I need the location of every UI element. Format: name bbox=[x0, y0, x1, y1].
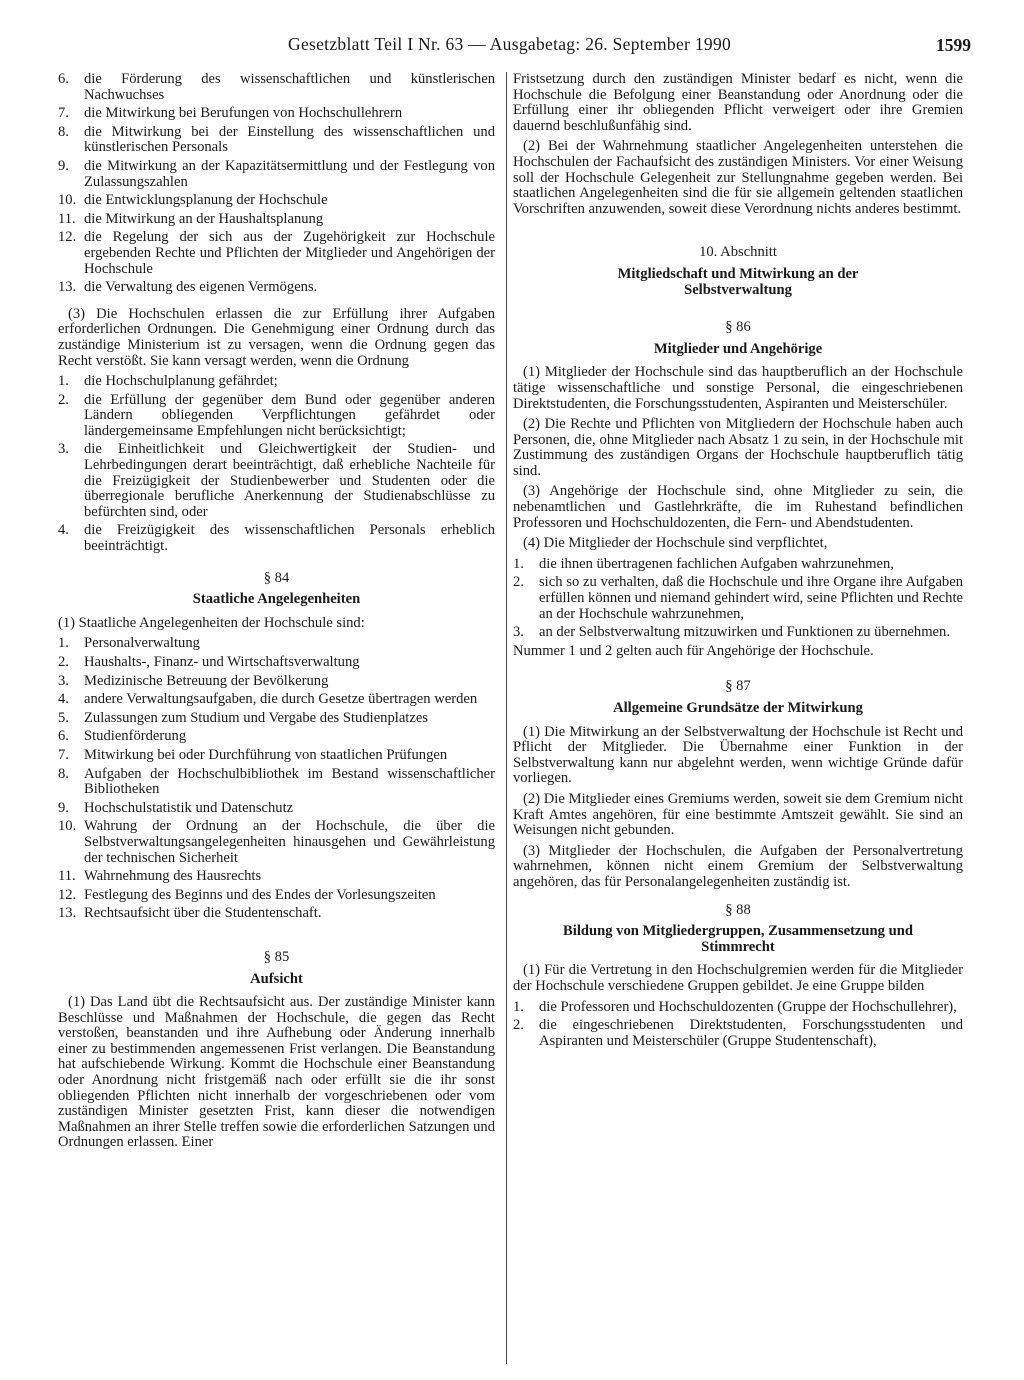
list-item bbox=[58, 729, 495, 745]
list-item-text: Studienförderung bbox=[84, 728, 187, 745]
list-refusal-reasons bbox=[58, 374, 495, 555]
section-title: Aufsicht bbox=[250, 970, 303, 987]
list-item bbox=[58, 212, 495, 228]
list-item-number: 2. bbox=[58, 391, 69, 408]
chapter-title: Mitgliedschaft und Mitwirkung an der Selbstverwaltung bbox=[617, 265, 859, 298]
paragraph: (2) Bei der Wahrnehmung staatlicher Angelegenheiten unterstehen die Hochschulen der Fachaufsicht des zuständigen Ministers. Vor einer Weisung soll der Hochschule Gelegenheit zur Stellungnahme gegeben werden. Bei staatlichen Angelegenheiten sind die für sie allgemein geltenden staatlichen Vorschriften anzuwenden, soweit diese Verordnung nichts anderes bestimmt. bbox=[513, 138, 963, 217]
list-item-text: die Entwicklungsplanung der Hochschule bbox=[84, 192, 328, 209]
list-item-number: 7. bbox=[58, 105, 69, 122]
list-item bbox=[58, 674, 495, 690]
list-item-number: 6. bbox=[58, 728, 69, 745]
list-item bbox=[58, 523, 495, 554]
list-item-number: 2. bbox=[58, 654, 69, 670]
list-item-text: sich so zu verhalten, daß die Hochschule und ihre Organe ihre Aufgaben erfüllen können und niemand gehindert wird, seine Pflichten und Rechte an der Hochschule wahrzunehmen, bbox=[539, 574, 963, 622]
list-item bbox=[58, 636, 495, 652]
list-item bbox=[513, 575, 963, 622]
list-state-matters bbox=[58, 636, 495, 922]
list-item-text: die Verwaltung des eigenen Vermögens. bbox=[84, 279, 318, 296]
list-item-text: die Professoren und Hochschuldozenten (Gruppe der Hochschullehrer), bbox=[539, 998, 957, 1015]
list-item bbox=[58, 655, 495, 671]
list-item-number: 6. bbox=[58, 71, 69, 87]
list-item bbox=[58, 442, 495, 520]
list-item bbox=[513, 557, 963, 573]
right-column bbox=[513, 72, 963, 1052]
list-item-number: 10. bbox=[58, 818, 77, 835]
list-item bbox=[58, 906, 495, 922]
list-item bbox=[58, 819, 495, 866]
list-item-number: 4. bbox=[58, 522, 69, 539]
list-item-number: 11. bbox=[58, 210, 76, 227]
paragraph: (1) Das Land übt die Rechtsaufsicht aus. Der zuständige Minister kann Beschlüsse und Maßnahmen der Hochschule, die gegen das Recht verstoßen, beanstanden und ihre Aufhebung oder Änderung innerhalb einer zu bestimmenden angemessenen Frist verlangen. Die Beanstandung hat aufschiebende Wirkung. Kommt die Hochschule einer Beanstandung oder Anordnung nicht fristgemäß nach oder erfüllt sie die ihr sonst obliegenden Pflichten nicht innerhalb der vorgeschriebenen oder vom zuständigen Minister gesetzten Frist, kann dieser die notwendigen Maßnahmen an ihrer Stelle treffen sowie die erforderlichen Satzungen und Ordnungen erlassen. Einer bbox=[58, 994, 495, 1151]
list-item-number: 2. bbox=[513, 574, 524, 591]
list-item-text: die Regelung der sich aus der Zugehörigkeit zur Hochschule ergebenden Rechte und Pflichten der Mitglieder und Angehörigen der Hochschule bbox=[84, 229, 495, 277]
list-item bbox=[58, 801, 495, 817]
list-item bbox=[58, 106, 495, 122]
paragraph: (3) Die Hochschulen erlassen die zur Erfüllung ihrer Aufgaben erforderlichen Ordnungen. Die Genehmigung einer Ordnung durch das zuständige Ministerium ist zu versagen, wenn die Ordnung gegen das Recht verstößt. Sie kann versagt werden, wenn die Ordnung bbox=[58, 305, 495, 369]
list-item-text: die Mitwirkung an der Kapazitätsermittlung und der Festlegung von Zulassungszahlen bbox=[84, 157, 495, 190]
list-item-text: Wahrung der Ordnung an der Hochschule, die über die Selbstverwaltungsangelegenheiten hinausgehen und Gewährleistung der technischen Sicherheit bbox=[84, 818, 495, 866]
list-item-number: 1. bbox=[58, 373, 69, 390]
paragraph: (2) Die Mitglieder eines Gremiums werden, soweit sie dem Gremium nicht Kraft Amtes angehören, für eine bestimmte Amtszeit gewählt. Sie sind an Weisungen nicht gebunden. bbox=[513, 790, 963, 839]
list-item bbox=[58, 888, 495, 904]
list-item-text: die Einheitlichkeit und Gleichwertigkeit der Studien- und Lehrbedingungen derart beeinträchtigt, daß erhebliche Nachteile für die Freizügigkeit der Studienbewerber und Studenten oder die überregionale berufliche Anerkennung der Studienabschlüsse zu befürchten sind, oder bbox=[84, 441, 495, 520]
section-title: Staatliche Angelegenheiten bbox=[192, 591, 361, 608]
list-item-text: Festlegung des Beginns und des Endes der Vorlesungszeiten bbox=[84, 886, 436, 903]
list-item bbox=[58, 159, 495, 190]
list-item bbox=[58, 692, 495, 708]
list-item-text: Zulassungen zum Studium und Vergabe des Studienplatzes bbox=[84, 709, 428, 726]
paragraph: Nummer 1 und 2 gelten auch für Angehörige der Hochschule. bbox=[513, 642, 874, 659]
list-item-number: 12. bbox=[58, 886, 77, 903]
list-item-text: Rechtsaufsicht über die Studentenschaft. bbox=[84, 905, 322, 922]
list-item-text: an der Selbstverwaltung mitzuwirken und Funktionen zu übernehmen. bbox=[539, 624, 950, 641]
section-number: § 84 bbox=[263, 569, 290, 586]
paragraph: (1) Die Mitwirkung an der Selbstverwaltung der Hochschule ist Recht und Pflicht der Mitglieder. Die Übernahme einer Funktion in der Selbstverwaltung kann nur abgelehnt werden, wenn wichtige Gründe dafür vorliegen. bbox=[513, 723, 963, 787]
list-item bbox=[58, 767, 495, 798]
paragraph: (3) Angehörige der Hochschule sind, ohne Mitglieder zu sein, die nebenamtlichen und Gastlehrkräfte, die im Ruhestand befindlichen Professoren und Hochschuldozenten, die Fern- und Abendstudenten. bbox=[513, 483, 963, 531]
list-item-number: 2. bbox=[513, 1017, 524, 1034]
paragraph: (1) Für die Vertretung in den Hochschulgremien werden für die Mitglieder der Hochschule verschiedene Gruppen gebildet. Je eine Gruppe bilden bbox=[513, 962, 963, 994]
list-item-text: die Mitwirkung bei der Einstellung des wissenschaftlichen und künstlerischen Personals bbox=[84, 123, 495, 156]
list-item-text: Personalverwaltung bbox=[84, 635, 200, 652]
section-title: Mitglieder und Angehörige bbox=[653, 340, 823, 357]
section-title: Bildung von Mitgliedergruppen, Zusammensetzung und Stimmrecht bbox=[563, 923, 913, 955]
list-item bbox=[58, 711, 495, 727]
list-item bbox=[58, 393, 495, 440]
list-item bbox=[513, 1018, 963, 1049]
list-item-number: 3. bbox=[513, 624, 524, 641]
list-item-text: andere Verwaltungsaufgaben, die durch Gesetze übertragen werden bbox=[84, 691, 478, 708]
chapter-label: 10. Abschnitt bbox=[699, 244, 777, 261]
section-number: § 86 bbox=[725, 319, 751, 336]
list-item bbox=[513, 1000, 963, 1016]
list-item-number: 4. bbox=[58, 691, 69, 708]
list-item-text: die Mitwirkung bei Berufungen von Hochschullehrern bbox=[84, 105, 403, 122]
left-column bbox=[58, 72, 495, 1156]
list-item-text: die Erfüllung der gegenüber dem Bund oder gegenüber anderen Ländern obliegenden Verpflichtungen gefährdet oder ländergemeinsame Empfehlungen nicht berücksichtigt; bbox=[84, 391, 495, 439]
list-item-text: Mitwirkung bei oder Durchführung von staatlichen Prüfungen bbox=[84, 746, 448, 763]
list-groups bbox=[513, 1000, 963, 1050]
list-item-number: 10. bbox=[58, 192, 77, 209]
section-number: § 85 bbox=[263, 948, 290, 965]
list-item-text: die Förderung des wissenschaftlichen und künstlerischen Nachwuchses bbox=[84, 71, 495, 103]
list-item-number: 1. bbox=[58, 635, 69, 652]
list-item-text: Medizinische Betreuung der Bevölkerung bbox=[84, 672, 329, 689]
list-item-text: die Hochschulplanung gefährdet; bbox=[84, 373, 278, 390]
page-number: 1599 bbox=[936, 35, 971, 55]
list-item-number: 1. bbox=[513, 998, 524, 1015]
list-item-text: die Freizügigkeit des wissenschaftlichen Personals erheblich beeinträchtigt. bbox=[84, 522, 495, 555]
list-item-number: 13. bbox=[58, 279, 77, 296]
paragraph: (4) Die Mitglieder der Hochschule sind verpflichtet, bbox=[523, 535, 828, 552]
list-item bbox=[58, 230, 495, 277]
list-item-text: Haushalts-, Finanz- und Wirtschaftsverwaltung bbox=[84, 654, 360, 670]
list-item-number: 12. bbox=[58, 229, 77, 246]
list-item bbox=[58, 193, 495, 209]
list-duties bbox=[513, 557, 963, 641]
list-item bbox=[513, 625, 963, 641]
list-item-text: die eingeschriebenen Direktstudenten, Forschungsstudenten und Aspiranten und Meisterschüler (Gruppe Studentenschaft), bbox=[539, 1017, 963, 1049]
paragraph: (1) Staatliche Angelegenheiten der Hochschule sind: bbox=[58, 614, 365, 631]
list-item-number: 5. bbox=[58, 709, 69, 726]
paragraph: (2) Die Rechte und Pflichten von Mitgliedern der Hochschule haben auch Personen, die, ohne Mitglieder nach Absatz 1 zu sein, in der Hochschule mit Zustimmung des zuständigen Organs der Hochschule hauptberuflich tätig sind. bbox=[513, 416, 963, 479]
list-item-number: 9. bbox=[58, 799, 69, 816]
list-item bbox=[58, 280, 495, 296]
list-item-text: die ihnen übertragenen fachlichen Aufgaben wahrzunehmen, bbox=[539, 555, 894, 572]
list-tasks bbox=[58, 72, 495, 296]
list-item bbox=[58, 374, 495, 390]
list-item-number: 7. bbox=[58, 746, 69, 763]
list-item-number: 9. bbox=[58, 157, 69, 174]
column-divider bbox=[506, 72, 507, 1364]
running-header: Gesetzblatt Teil I Nr. 63 — Ausgabetag: 26. September 1990 bbox=[288, 34, 732, 54]
paragraph: Fristsetzung durch den zuständigen Minister bedarf es nicht, wenn die Hochschule die Befolgung einer Beanstandung oder Anordnung oder die Erfüllung einer ihr obliegenden Pflicht verweigert oder ihre Gremien dauernd beschlußunfähig sind. bbox=[513, 71, 963, 134]
list-item-number: 8. bbox=[58, 765, 69, 782]
paragraph: (3) Mitglieder der Hochschulen, die Aufgaben der Personalvertretung wahrnehmen, können nicht einem Gremium der Selbstverwaltung angehören, das für Personalangelegenheiten zuständig ist. bbox=[513, 842, 963, 890]
list-item bbox=[58, 125, 495, 156]
list-item-number: 3. bbox=[58, 441, 69, 458]
list-item-number: 11. bbox=[58, 868, 76, 885]
list-item-number: 8. bbox=[58, 123, 69, 140]
list-item-text: Aufgaben der Hochschulbibliothek im Bestand wissenschaftlicher Bibliotheken bbox=[84, 765, 495, 798]
section-number: § 88 bbox=[725, 901, 751, 918]
list-item-text: Wahrnehmung des Hausrechts bbox=[84, 868, 262, 885]
list-item bbox=[58, 748, 495, 764]
section-title: Allgemeine Grundsätze der Mitwirkung bbox=[613, 700, 863, 716]
list-item bbox=[58, 869, 495, 885]
section-number: § 87 bbox=[725, 678, 751, 695]
list-item-text: die Mitwirkung an der Haushaltsplanung bbox=[84, 210, 324, 227]
list-item bbox=[58, 72, 495, 103]
list-item-number: 1. bbox=[513, 555, 524, 572]
list-item-number: 3. bbox=[58, 672, 69, 689]
list-item-number: 13. bbox=[58, 905, 77, 922]
paragraph: (1) Mitglieder der Hochschule sind das hauptberuflich an der Hochschule tätige wissenschaftliche und sonstige Personal, die eingeschriebenen Direktstudenten, die Forschungsstudenten, Aspiranten und Meisterschüler. bbox=[513, 364, 963, 412]
list-item-text: Hochschulstatistik und Datenschutz bbox=[84, 799, 294, 816]
